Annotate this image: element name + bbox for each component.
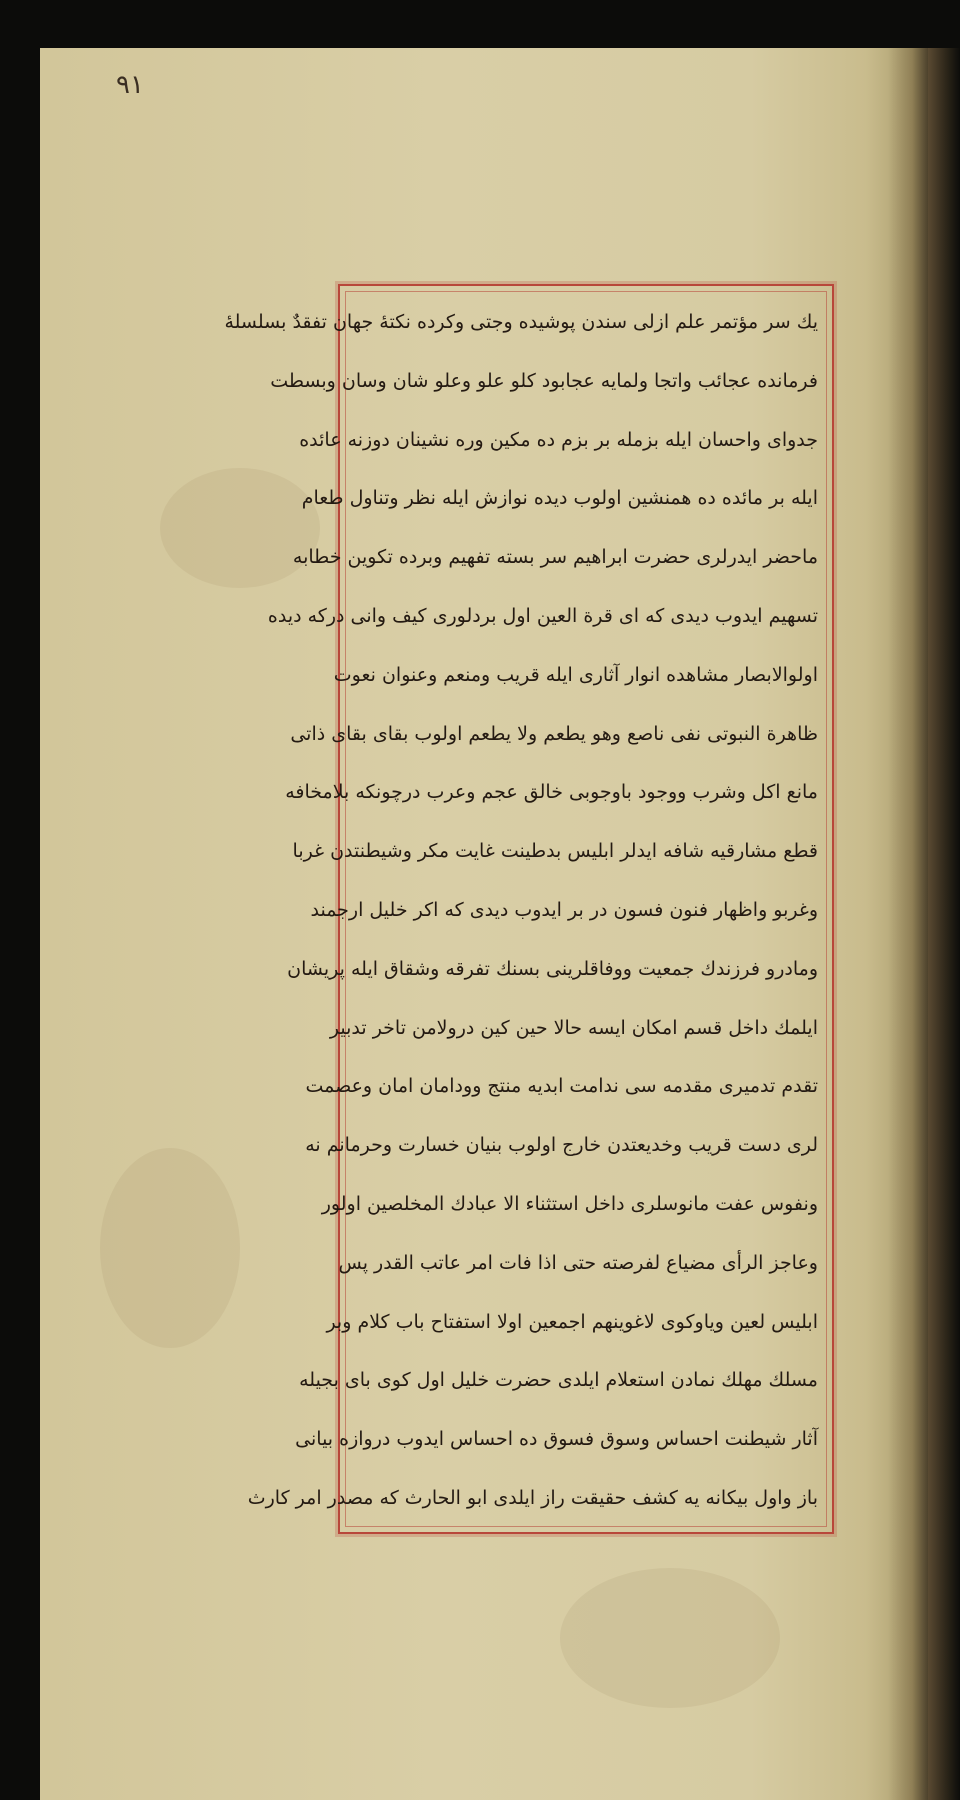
text-line: جدوای واحسان ایله بزمله بر بزم ده مكين وره نشينان دوزنه عائده: [299, 428, 818, 451]
folio-number: ٩١: [116, 70, 144, 100]
text-lines: [224, 302, 818, 1518]
text-line: لری دست قريب وخديعتدن خارج اولوب بنيان خسارت وحرمانم نه: [305, 1134, 818, 1157]
text-line: فرمانده عجائب واتجا ولمايه عجابود كلو علو وعلو شان وسان وبسطت: [270, 369, 818, 392]
text-line: وغربو واظهار فنون فسون در بر ايدوب ديدى كه اكر خليل ارجمند: [310, 898, 818, 921]
text-line: ابليس لعين وياوكوی لاغوينهم اجمعين اولا استفتاح باب كلام وبر: [326, 1310, 818, 1333]
text-line: تقدم تدميرى مقدمه سی ندامت ابديه منتج وودامان امان وعصمت: [305, 1075, 818, 1098]
text-line: ظاهرة النبوتی نفی ناصع وهو يطعم ولا يطعم اولوب بقای بقای ذاتی: [290, 722, 818, 745]
manuscript-page: [40, 48, 928, 1800]
text-line: مسلك مهلك نمادن استعلام ايلدی حضرت خليل اول كوی باى بجيله: [299, 1369, 818, 1392]
text-line: مانع اكل وشرب ووجود باوجوبى خالق عجم وعرب درچونكه بلامخافه: [285, 781, 818, 804]
paper-stain: [100, 1148, 240, 1348]
text-line: باز واول بيكانه يه كشف حقيقت راز ايلدى ابو الحارث كه مصدر امر كارث: [247, 1486, 818, 1509]
page-edge-shadow: [888, 48, 928, 1800]
text-line: تسهيم ايدوب ديدی كه ای قرة العين اول بردلوری كيف وانى دركه ديده: [267, 604, 818, 627]
text-block-frame: [224, 284, 834, 1534]
binding-shadow: [928, 48, 960, 1800]
text-line: ايلمك داخل قسم امكان ايسه حالا حين كين درولامن تاخر تدبير: [329, 1016, 818, 1039]
text-line: اولوالابصار مشاهده انوار آثارى ايله قريب ومنعم وعنوان نعوت: [333, 663, 818, 686]
text-line: ماحضر ايدرلری حضرت ابراهيم سر بسته تفهيم وبرده تكوين خطابه: [292, 546, 818, 569]
paper-stain: [560, 1568, 780, 1708]
text-line: ومادرو فرزندك جمعيت ووفاقلرينى بسنك تفرقه وشقاق ايله پريشان: [287, 957, 818, 980]
text-line: يك سر مؤتمر علم ازلى سندن پوشيده وجتى وكرده نكتهٔ جهان تفقدٌ بسلسلهٔ: [224, 311, 818, 333]
text-line: وعاجز الرأی مضياع لفرصته حتى اذا فات امر عاتب القدر پس: [338, 1251, 818, 1274]
text-line: قطع مشارقيه شافه ایدلر ابليس بدطينت غايت مكر وشيطنتدن غربا: [292, 840, 818, 863]
text-line: آثار شيطنت احساس وسوق فسوق ده احساس ايدوب دروازه بيانى: [295, 1428, 818, 1451]
text-line: ونفوس عفت مانوسلری داخل استثناء الا عبادك المخلصين اولور: [321, 1192, 818, 1215]
text-line: ایله بر مائده ده همنشين اولوب ديده نوازش ايله نظر وتناول طعام: [301, 487, 818, 510]
